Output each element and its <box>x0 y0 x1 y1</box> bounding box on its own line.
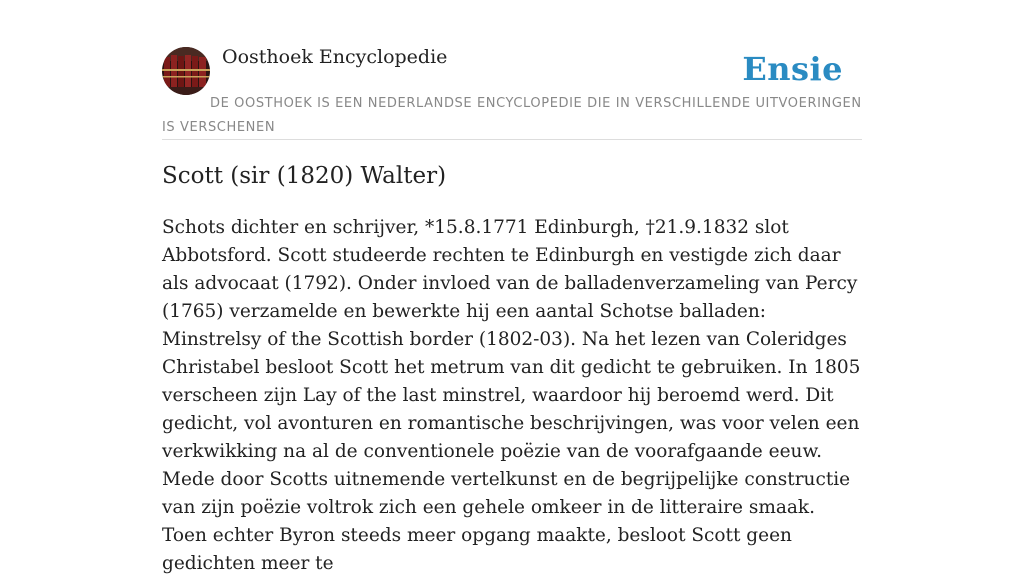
brand-logo[interactable]: Ensie <box>742 50 843 88</box>
encyclopedia-books-icon[interactable] <box>162 47 210 95</box>
article-body: Schots dichter en schrijver, *15.8.1771 Edinburgh, †21.9.1832 slot Abbotsford. Scott studeerde rechten te Edinburgh en vestigde zich daar als advocaat (1792). Onder invloed van de balladenverzameling van Percy (1765) verzamelde en bewerkte hij een aantal Schotse balladen: Minstrelsy of the Scottish border (1802-03). Na het lezen van Coleridges Christabel besloot Scott het metrum van dit gedicht te gebruiken. In 1805 verscheen zijn Lay of the last minstrel, waardoor hij beroemd werd. Dit gedicht, vol avonturen en romantische beschrijvingen, was voor velen een verkwikking na al de conventionele poëzie van de voorafgaande eeuw. Mede door Scotts uitnemende vertelkunst en de begrijpelijke constructie van zijn poëzie voltrok zich een gehele omkeer in de litteraire smaak. Toen echter Byron steeds meer opgang maakte, besloot Scott geen gedichten meer te <box>162 217 861 574</box>
site-name[interactable]: Oosthoek Encyclopedie <box>222 46 448 68</box>
article-title: Scott (sir (1820) Walter) <box>162 163 447 189</box>
header-divider <box>162 139 862 140</box>
site-tagline: DE OOSTHOEK IS EEN NEDERLANDSE ENCYCLOPEDIE DIE IN VERSCHILLENDE UITVOERINGEN IS VERSCHENEN <box>162 96 862 135</box>
